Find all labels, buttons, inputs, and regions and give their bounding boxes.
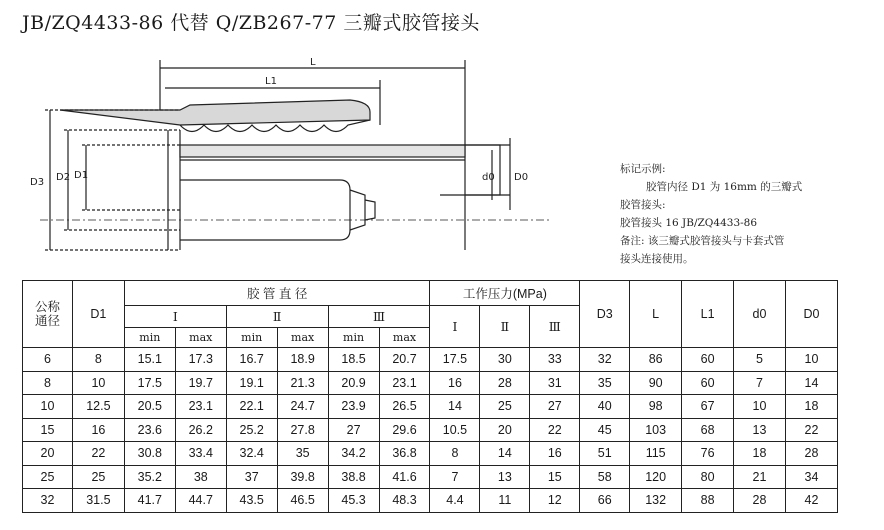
table-cell: 115 xyxy=(630,442,682,466)
table-cell: 8 xyxy=(430,442,480,466)
table-cell: 20.7 xyxy=(379,348,430,372)
note-line: 标记示例: xyxy=(620,163,666,175)
table-cell: 7 xyxy=(734,371,786,395)
table-cell: 13 xyxy=(734,418,786,442)
header-D3: D3 xyxy=(580,281,630,348)
table-cell: 16 xyxy=(430,371,480,395)
table-cell: 16 xyxy=(530,442,580,466)
table-cell: 14 xyxy=(430,395,480,419)
table-cell: 17.3 xyxy=(175,348,226,372)
header-min: min xyxy=(124,328,175,348)
header-d0: d0 xyxy=(734,281,786,348)
note-line: 接头连接使用。 xyxy=(620,253,694,265)
table-cell: 28 xyxy=(785,442,837,466)
table-cell: 16 xyxy=(72,418,124,442)
table-cell: 34 xyxy=(785,465,837,489)
hose-group-II: Ⅱ xyxy=(226,306,328,328)
table-cell: 25.2 xyxy=(226,418,277,442)
table-cell: 14 xyxy=(785,371,837,395)
table-cell: 27.8 xyxy=(277,418,328,442)
table-cell: 34.2 xyxy=(328,442,379,466)
table-cell: 22 xyxy=(72,442,124,466)
table-cell: 6 xyxy=(23,348,73,372)
table-cell: 13 xyxy=(480,465,530,489)
table-cell: 7 xyxy=(430,465,480,489)
table-cell: 40 xyxy=(580,395,630,419)
table-cell: 25 xyxy=(23,465,73,489)
table-cell: 80 xyxy=(682,465,734,489)
table-cell: 30 xyxy=(480,348,530,372)
table-row xyxy=(23,395,838,419)
table-cell: 43.5 xyxy=(226,489,277,513)
table-cell: 20.9 xyxy=(328,371,379,395)
header-L: L xyxy=(630,281,682,348)
header-D1: D1 xyxy=(72,281,124,348)
table-cell: 45 xyxy=(580,418,630,442)
table-cell: 20 xyxy=(23,442,73,466)
pressure-group-I: Ⅰ xyxy=(430,306,480,348)
table-cell: 86 xyxy=(630,348,682,372)
header-hose-diameter: 胶 管 直 径 xyxy=(124,281,430,306)
table-cell: 28 xyxy=(734,489,786,513)
table-cell: 24.7 xyxy=(277,395,328,419)
table-cell: 35.2 xyxy=(124,465,175,489)
table-row xyxy=(23,442,838,466)
table-cell: 10 xyxy=(734,395,786,419)
note-line: 备注: 该三瓣式胶管接头与卡套式管 xyxy=(620,235,785,247)
table-cell: 19.1 xyxy=(226,371,277,395)
table-cell: 8 xyxy=(72,348,124,372)
table-cell: 68 xyxy=(682,418,734,442)
table-cell: 45.3 xyxy=(328,489,379,513)
hose-group-III: Ⅲ xyxy=(328,306,430,328)
hose-group-I: Ⅰ xyxy=(124,306,226,328)
table-cell: 36.8 xyxy=(379,442,430,466)
table-cell: 8 xyxy=(23,371,73,395)
table-cell: 35 xyxy=(277,442,328,466)
table-cell: 17.5 xyxy=(430,348,480,372)
dim-d0-label: d0 xyxy=(482,172,495,183)
marking-example-note xyxy=(620,160,870,268)
table-cell: 90 xyxy=(630,371,682,395)
table-cell: 23.1 xyxy=(379,371,430,395)
page-title: JB/ZQ4433-86 代替 Q/ZB267-77 三瓣式胶管接头 xyxy=(22,12,480,34)
table-cell: 12 xyxy=(530,489,580,513)
table-cell: 132 xyxy=(630,489,682,513)
pressure-group-III: Ⅲ xyxy=(530,306,580,348)
table-cell: 31.5 xyxy=(72,489,124,513)
table-cell: 76 xyxy=(682,442,734,466)
table-cell: 60 xyxy=(682,371,734,395)
table-cell: 22.1 xyxy=(226,395,277,419)
table-cell: 26.2 xyxy=(175,418,226,442)
table-cell: 38 xyxy=(175,465,226,489)
table-cell: 10.5 xyxy=(430,418,480,442)
table-cell: 51 xyxy=(580,442,630,466)
table-cell: 18.9 xyxy=(277,348,328,372)
table-cell: 66 xyxy=(580,489,630,513)
table-cell: 58 xyxy=(580,465,630,489)
table-cell: 88 xyxy=(682,489,734,513)
table-cell: 5 xyxy=(734,348,786,372)
header-D0: D0 xyxy=(785,281,837,348)
table-cell: 10 xyxy=(785,348,837,372)
table-cell: 15 xyxy=(23,418,73,442)
table-row xyxy=(23,348,838,372)
dim-D2-label: D2 xyxy=(56,172,71,183)
table-cell: 12.5 xyxy=(72,395,124,419)
table-row xyxy=(23,465,838,489)
table-cell: 29.6 xyxy=(379,418,430,442)
dim-L1-label: L1 xyxy=(265,76,277,87)
header-min: min xyxy=(328,328,379,348)
dim-L-label: L xyxy=(310,57,316,68)
table-cell: 44.7 xyxy=(175,489,226,513)
table-cell: 27 xyxy=(530,395,580,419)
table-cell: 10 xyxy=(23,395,73,419)
table-cell: 18 xyxy=(734,442,786,466)
table-cell: 11 xyxy=(480,489,530,513)
table-row xyxy=(23,418,838,442)
table-cell: 10 xyxy=(72,371,124,395)
table-cell: 23.1 xyxy=(175,395,226,419)
table-row xyxy=(23,371,838,395)
table-cell: 48.3 xyxy=(379,489,430,513)
table-cell: 32.4 xyxy=(226,442,277,466)
table-cell: 98 xyxy=(630,395,682,419)
table-cell: 17.5 xyxy=(124,371,175,395)
table-cell: 21 xyxy=(734,465,786,489)
pressure-group-II: Ⅱ xyxy=(480,306,530,348)
table-cell: 67 xyxy=(682,395,734,419)
table-cell: 28 xyxy=(480,371,530,395)
table-cell: 18 xyxy=(785,395,837,419)
table-cell: 60 xyxy=(682,348,734,372)
table-cell: 25 xyxy=(72,465,124,489)
table-cell: 14 xyxy=(480,442,530,466)
spec-table-body xyxy=(23,348,838,513)
header-max: max xyxy=(277,328,328,348)
header-max: max xyxy=(379,328,430,348)
table-cell: 23.9 xyxy=(328,395,379,419)
table-cell: 42 xyxy=(785,489,837,513)
table-cell: 41.7 xyxy=(124,489,175,513)
table-cell: 120 xyxy=(630,465,682,489)
table-cell: 41.6 xyxy=(379,465,430,489)
table-cell: 103 xyxy=(630,418,682,442)
table-cell: 33 xyxy=(530,348,580,372)
table-cell: 38.8 xyxy=(328,465,379,489)
table-cell: 19.7 xyxy=(175,371,226,395)
dim-D0-label: D0 xyxy=(514,172,529,183)
header-nominal: 公称 通径 xyxy=(23,281,73,348)
dim-D3-label: D3 xyxy=(30,177,45,188)
table-cell: 21.3 xyxy=(277,371,328,395)
table-cell: 31 xyxy=(530,371,580,395)
dim-D1-label: D1 xyxy=(74,170,89,181)
table-cell: 23.6 xyxy=(124,418,175,442)
table-cell: 35 xyxy=(580,371,630,395)
table-cell: 46.5 xyxy=(277,489,328,513)
table-cell: 32 xyxy=(23,489,73,513)
spec-table xyxy=(22,280,838,513)
table-cell: 15.1 xyxy=(124,348,175,372)
note-line: 胶管接头: xyxy=(620,199,666,211)
table-cell: 26.5 xyxy=(379,395,430,419)
header-working-pressure: 工作压力(MPa) xyxy=(430,281,580,306)
table-cell: 15 xyxy=(530,465,580,489)
table-cell: 22 xyxy=(785,418,837,442)
note-line: 胶管接头 16 JB/ZQ4433-86 xyxy=(620,217,758,229)
table-cell: 20.5 xyxy=(124,395,175,419)
hose-fitting-drawing xyxy=(20,50,580,270)
note-line: 胶管内径 D1 为 16mm 的三瓣式 xyxy=(646,181,803,193)
table-cell: 4.4 xyxy=(430,489,480,513)
table-cell: 27 xyxy=(328,418,379,442)
table-row xyxy=(23,489,838,513)
table-cell: 39.8 xyxy=(277,465,328,489)
table-cell: 30.8 xyxy=(124,442,175,466)
table-cell: 33.4 xyxy=(175,442,226,466)
table-cell: 32 xyxy=(580,348,630,372)
table-cell: 37 xyxy=(226,465,277,489)
table-cell: 22 xyxy=(530,418,580,442)
header-L1: L1 xyxy=(682,281,734,348)
header-max: max xyxy=(175,328,226,348)
table-cell: 20 xyxy=(480,418,530,442)
table-cell: 16.7 xyxy=(226,348,277,372)
header-min: min xyxy=(226,328,277,348)
table-cell: 25 xyxy=(480,395,530,419)
table-cell: 18.5 xyxy=(328,348,379,372)
